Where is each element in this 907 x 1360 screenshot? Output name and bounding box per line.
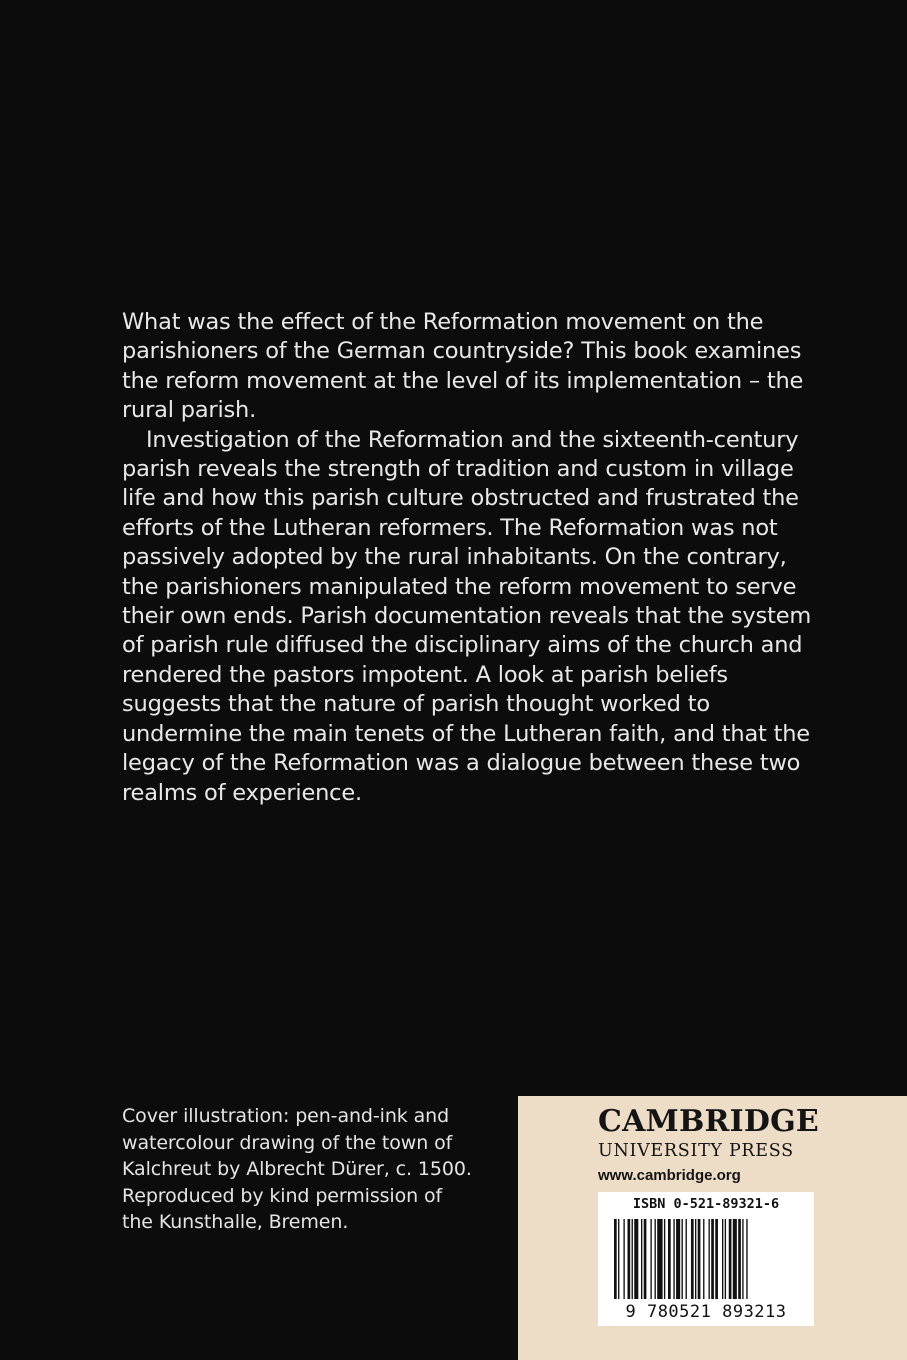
barcode bbox=[598, 1192, 814, 1326]
barcode-bar bbox=[695, 1219, 696, 1299]
publisher-panel bbox=[518, 1096, 907, 1360]
barcode-bar bbox=[698, 1219, 701, 1299]
barcode-bar bbox=[733, 1219, 737, 1299]
barcode-bars bbox=[606, 1219, 806, 1303]
barcode-bar bbox=[623, 1219, 624, 1299]
back-cover-blurb bbox=[122, 308, 822, 808]
publisher-url: www.cambridge.org bbox=[598, 1167, 741, 1184]
barcode-bar bbox=[709, 1219, 710, 1299]
barcode-bar bbox=[738, 1219, 741, 1299]
barcode-bar bbox=[664, 1219, 665, 1299]
barcode-bar bbox=[650, 1219, 651, 1299]
barcode-bar bbox=[673, 1219, 674, 1299]
barcode-bar bbox=[614, 1219, 617, 1299]
barcode-bar bbox=[715, 1219, 718, 1299]
barcode-bar bbox=[722, 1219, 723, 1299]
barcode-bar bbox=[632, 1219, 633, 1299]
isbn-label: ISBN 0-521-89321-6 bbox=[632, 1196, 780, 1212]
barcode-bar bbox=[618, 1219, 619, 1299]
barcode-bar bbox=[628, 1219, 631, 1299]
barcode-bar bbox=[644, 1219, 647, 1299]
barcode-bar bbox=[711, 1219, 714, 1299]
barcode-bar bbox=[668, 1219, 671, 1299]
barcode-bar bbox=[655, 1219, 656, 1299]
barcode-bar bbox=[725, 1219, 726, 1299]
barcode-bar bbox=[746, 1219, 747, 1299]
publisher-subtitle: UNIVERSITY PRESS bbox=[598, 1141, 794, 1161]
barcode-bar bbox=[691, 1219, 694, 1299]
barcode-bar bbox=[742, 1219, 743, 1299]
barcode-bar bbox=[676, 1219, 680, 1299]
publisher-name: CAMBRIDGE bbox=[598, 1104, 819, 1139]
barcode-bar bbox=[729, 1219, 732, 1299]
ean-digits: 9 780521 893213 bbox=[625, 1302, 787, 1322]
barcode-bar bbox=[682, 1219, 683, 1299]
barcode-bar bbox=[641, 1219, 642, 1299]
barcode-bar bbox=[657, 1219, 662, 1299]
barcode-bar bbox=[703, 1219, 704, 1299]
blurb-paragraph-1: What was the effect of the Reformation movement on the parishioners of the German countryside? This book examines the reform movement at the level of its implementation – the rural parish. bbox=[122, 309, 804, 424]
blurb-paragraph-2: Investigation of the Reformation and the sixteenth-century parish reveals the strength of tradition and custom in village life and how this parish culture obstructed and frustrated the efforts of the Lutheran reformers. The Reformation was not passively adopted by the rural inhabitants. On the contrary, the parishioners manipulated the reform movement to serve their own ends. Parish documentation reveals that the system of parish rule diffused the disciplinary aims of the church and rendered the pastors impotent. A look at parish beliefs suggests that the nature of parish thought worked to undermine the main tenets of the Lutheran faith, and that the legacy of the Reformation was a dialogue between these two realms of experience. bbox=[122, 426, 812, 806]
barcode-bar bbox=[634, 1219, 638, 1299]
cover-illustration-credit: Cover illustration: pen-and-ink and watercolour drawing of the town of Kalchreut by Albrecht Dürer, c. 1500. Reproduced by kind permission of the Kunsthalle, Bremen. bbox=[122, 1105, 472, 1233]
barcode-bar bbox=[686, 1219, 687, 1299]
